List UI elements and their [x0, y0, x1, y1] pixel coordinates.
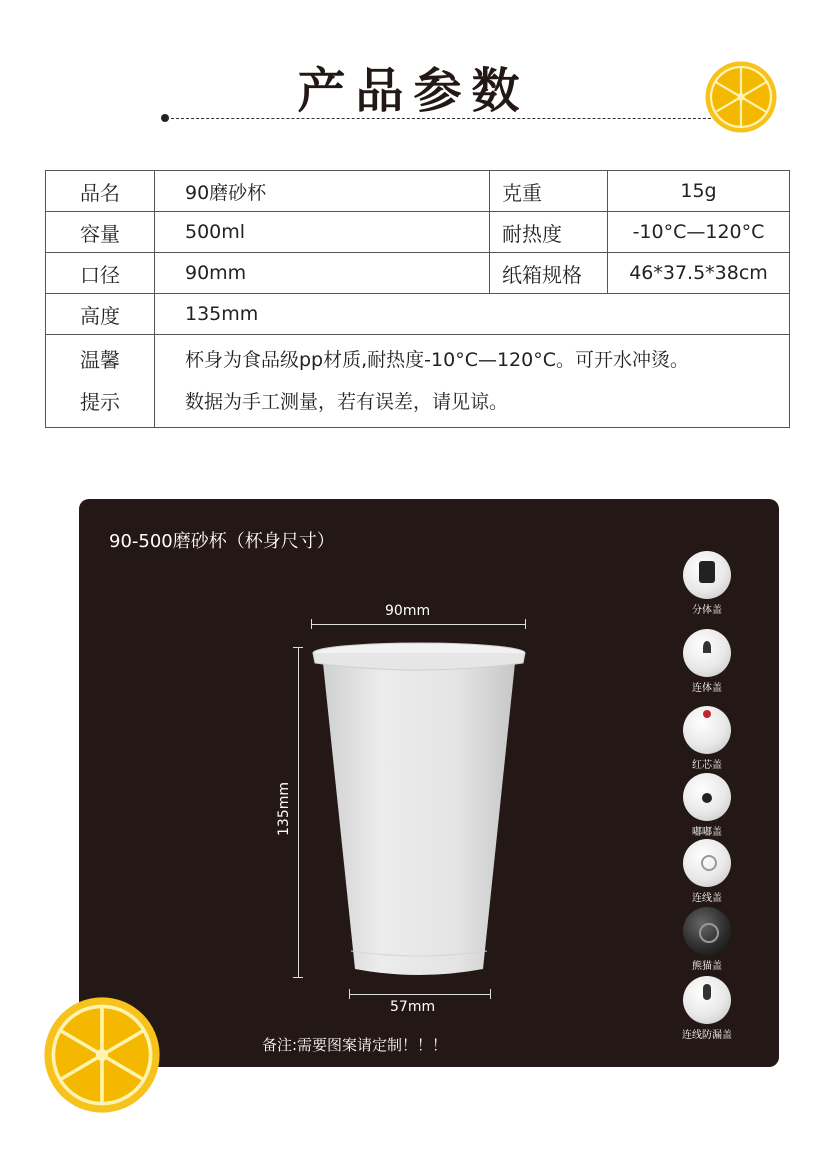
product-params-table	[45, 170, 790, 428]
tethered-lid-icon	[683, 839, 731, 887]
dim-height-tick-bottom	[293, 977, 303, 978]
table-row	[46, 294, 790, 335]
dim-bottom-line	[349, 994, 490, 995]
dim-top-label: 90mm	[385, 603, 431, 619]
value-carton-size: 46*37.5*38cm	[608, 253, 790, 294]
page-title: 产品参数	[297, 63, 530, 119]
tips-label-line-2: 提示	[80, 390, 120, 414]
tips-line-1: 杯身为食品级pp材质,耐热度-10°C—120°C。可开水冲烫。	[185, 349, 689, 371]
table-row	[46, 335, 790, 428]
split-lid-icon	[683, 551, 731, 599]
lid-option	[675, 706, 739, 771]
lid-label: 嘟嘟盖	[692, 827, 722, 838]
dim-top-tick-left	[311, 619, 312, 629]
dim-top-tick-right	[525, 619, 526, 629]
lid-option	[675, 976, 739, 1041]
lid-label: 熊猫盖	[692, 961, 722, 972]
dim-height-tick-top	[293, 647, 303, 648]
table-row	[46, 171, 790, 212]
lemon-slice-icon	[704, 60, 778, 134]
label-height: 高度	[46, 294, 155, 335]
tips-label-line-1: 温馨	[80, 348, 120, 372]
label-heat-resistance: 耐热度	[490, 212, 608, 253]
label-tips	[46, 335, 155, 428]
panel-title: 90-500磨砂杯（杯身尺寸）	[109, 531, 335, 552]
lid-option	[675, 839, 739, 904]
lid-label: 红芯盖	[692, 760, 722, 771]
label-carton-size: 纸箱规格	[490, 253, 608, 294]
red-core-lid-icon	[683, 706, 731, 754]
dim-bottom-tick-right	[490, 989, 491, 999]
dim-top-line	[311, 624, 525, 625]
label-capacity: 容量	[46, 212, 155, 253]
value-height: 135mm	[155, 294, 790, 335]
tips-line-2: 数据为手工测量，若有误差，请见谅。	[185, 391, 509, 413]
value-name: 90磨砂杯	[155, 171, 490, 212]
dim-bottom-tick-left	[349, 989, 350, 999]
value-diameter: 90mm	[155, 253, 490, 294]
lid-label: 连线盖	[692, 893, 722, 904]
panda-lid-icon	[683, 907, 731, 955]
value-weight: 15g	[608, 171, 790, 212]
table-row	[46, 253, 790, 294]
leakproof-lid-icon	[683, 976, 731, 1024]
dim-bottom-label: 57mm	[390, 999, 436, 1015]
lid-option	[675, 551, 739, 616]
title-divider	[166, 118, 726, 119]
custom-pattern-note: 备注:需要图案请定制！！！	[262, 1036, 448, 1054]
lid-label: 分体盖	[692, 605, 722, 616]
label-diameter: 口径	[46, 253, 155, 294]
lid-option	[675, 773, 739, 838]
frosted-cup-image	[309, 639, 529, 984]
connected-lid-icon	[683, 629, 731, 677]
cup-dimension-panel	[79, 499, 779, 1067]
lid-option	[675, 629, 739, 694]
lid-label: 连线防漏盖	[682, 1030, 732, 1041]
value-heat-resistance: -10°C—120°C	[608, 212, 790, 253]
table-row	[46, 212, 790, 253]
dim-height-line	[298, 647, 299, 977]
lid-option	[675, 907, 739, 972]
lid-label: 连体盖	[692, 683, 722, 694]
value-capacity: 500ml	[155, 212, 490, 253]
label-weight: 克重	[490, 171, 608, 212]
dudu-lid-icon	[683, 773, 731, 821]
value-tips	[155, 335, 790, 428]
lemon-slice-icon	[42, 995, 162, 1115]
label-name: 品名	[46, 171, 155, 212]
dim-height-label: 135mm	[276, 782, 292, 836]
